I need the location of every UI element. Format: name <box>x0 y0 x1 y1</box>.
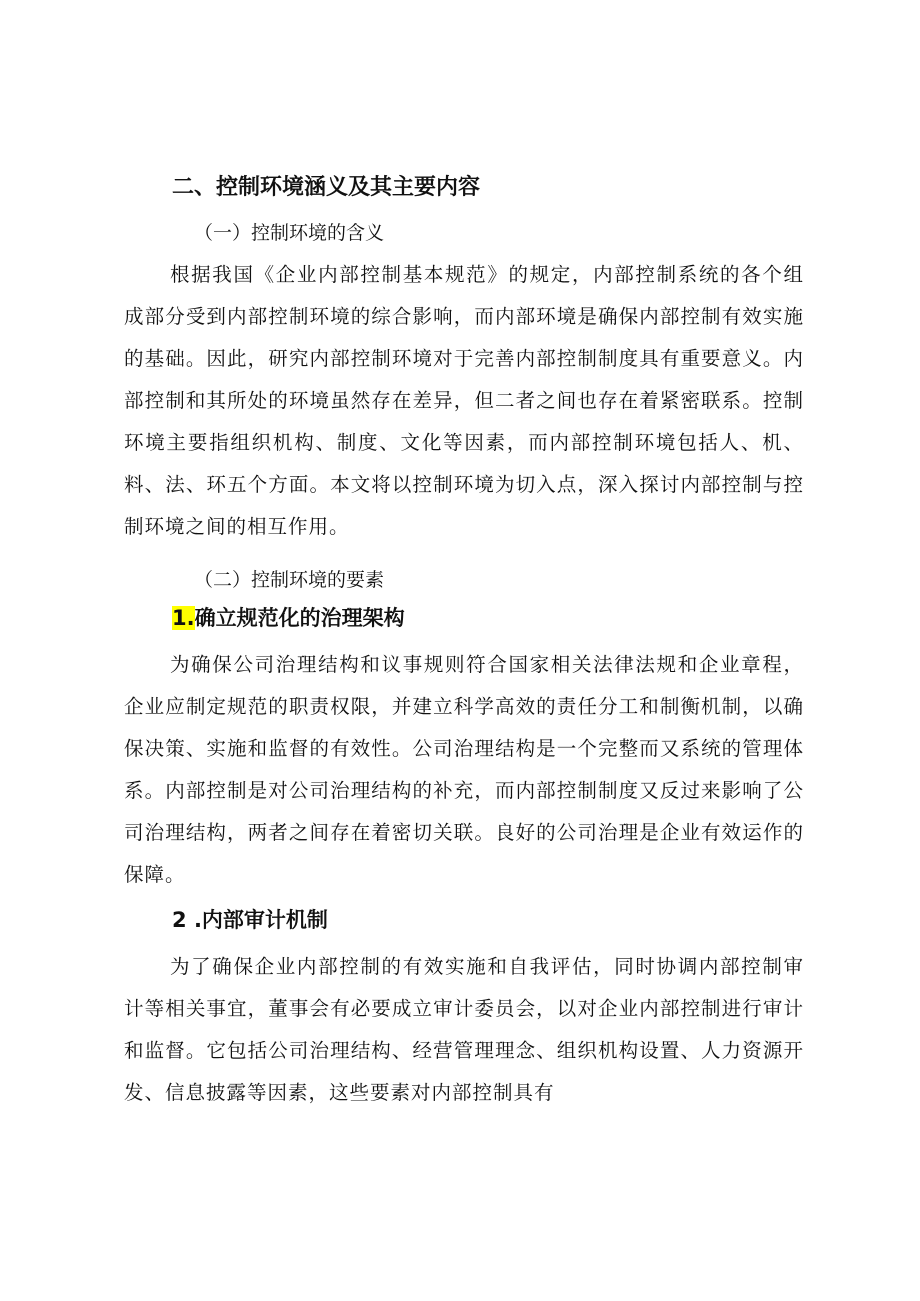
item-heading-2 <box>172 904 328 934</box>
paragraph-1: 根据我国《企业内部控制基本规范》的规定，内部控制系统的各个组成部分受到内部控制环境的综合影响，而内部环境是确保内部控制有效实施的基础。因此，研究内部控制环境对于完善内部控制制度具有重要意义。内部控制和其所处的环境虽然存在差异，但二者之间也存在着紧密联系。控制环境主要指组织机构、制度、文化等因素，而内部控制环境包括人、机、料、法、环五个方面。本文将以控制环境为切入点，深入探讨内部控制与控制环境之间的相互作用。 <box>124 263 804 538</box>
item-heading-1 <box>172 602 405 632</box>
section-heading: 二、控制环境涵义及其主要内容 <box>172 175 481 200</box>
paragraph-3: 为了确保企业内部控制的有效实施和自我评估，同时协调内部控制审计等相关事宜，董事会有必要成立审计委员会，以对企业内部控制进行审计和监督。它包括公司治理结构、经营管理理念、组织机构设置、人力资源开发、信息披露等因素，这些要素对内部控制具有 <box>124 955 804 1104</box>
item-number: 2 <box>172 908 187 932</box>
item-title: .内部审计机制 <box>193 908 328 932</box>
subsection-heading-2: （二）控制环境的要素 <box>194 569 385 591</box>
subsection-heading-1: （一）控制环境的含义 <box>194 222 385 244</box>
paragraph-2: 为确保公司治理结构和议事规则符合国家相关法律法规和企业章程，企业应制定规范的职责权限，并建立科学高效的责任分工和制衡机制，以确保决策、实施和监督的有效性。公司治理结构是一个完整而又系统的管理体系。内部控制是对公司治理结构的补充，而内部控制制度又反过来影响了公司治理结构，两者之间存在着密切关联。良好的公司治理是企业有效运作的保障。 <box>124 653 804 886</box>
item-number-highlight: 1. <box>172 606 195 630</box>
item-title: 确立规范化的治理架构 <box>194 606 405 630</box>
